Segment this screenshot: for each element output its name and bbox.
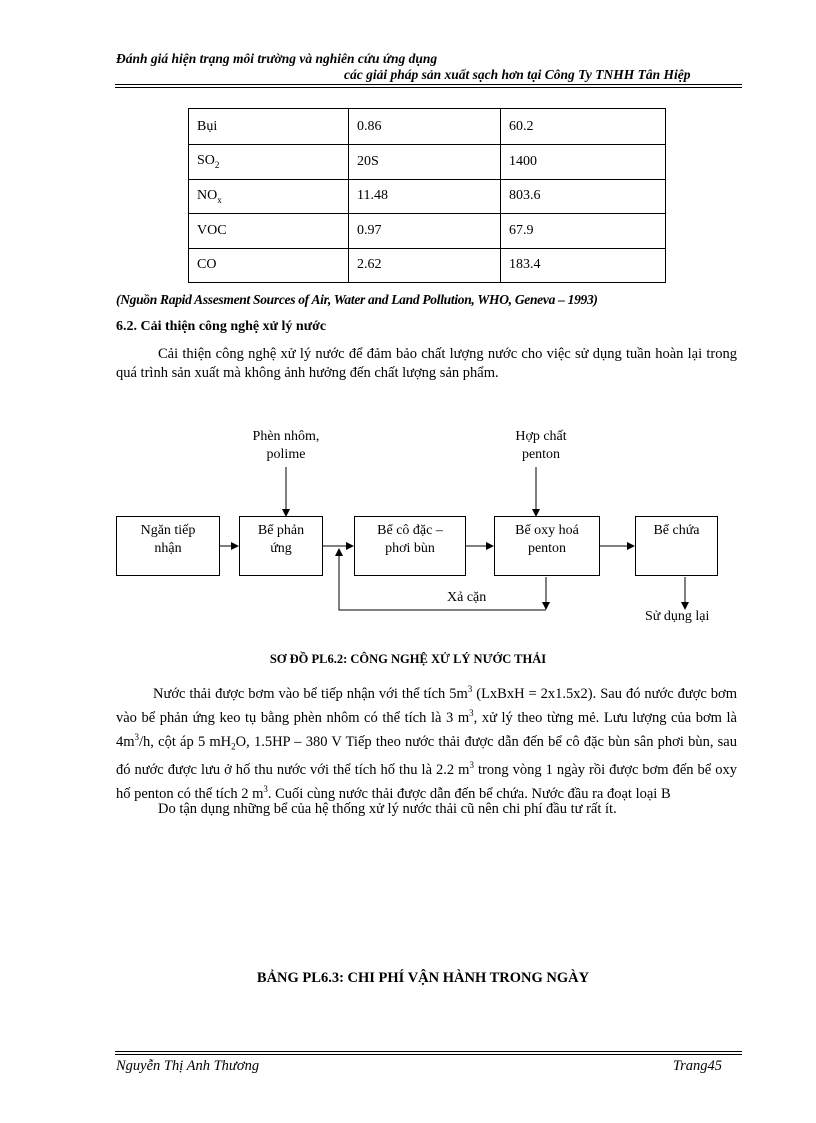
table-cell-pollutant: Bụi	[189, 109, 349, 145]
box-oxidation-tank: Bể oxy hoá penton	[494, 516, 600, 576]
diagram-caption: SƠ ĐỒ PL6.2: CÔNG NGHỆ XỬ LÝ NƯỚC THẢI	[269, 652, 547, 666]
table-cell-value: 67.9	[501, 214, 666, 249]
table-cell-value: 183.4	[501, 248, 666, 283]
footer-author: Nguyễn Thị Anh Thương	[116, 1058, 260, 1074]
penton-input-label: Hợp chất penton	[515, 429, 567, 462]
table-cell-value: 1400	[501, 145, 666, 180]
table-cell-value: 2.62	[349, 248, 501, 283]
table-cell-value: 20S	[349, 145, 501, 180]
process-paragraph: Nước thải được bơm vào bể tiếp nhận với thể tích $5m^3$ (LxBxH = 2x1.5x2). Sau đó nước được bơm vào bể phản ứng keo tụ bằng phèn nhôm có thể tích là 3 $m^3$, xử lý theo từng mẻ. Lưu lượng của bơm là $4m^3/h$, cột áp 5 $mH_2O$, 1.5HP – 380 V Tiếp theo nước thải được dẫn đến bể cô đặc bùn sân phơi bùn, sau đó nước được lưu ở hố thu nước với thể tích hố thu là 2.2 $m^3$ trong vòng 1 ngày rồi được bơm đến bể oxy hố penton có thể tích 2 $m^3$. Cuối cùng nước thải được dẫn đến bể chứa. Nước đầu ra đoạt loại B	[116, 684, 737, 803]
header-title-line2: các giải pháp sản xuất sạch hơn tại Công Ty TNHH Tân Hiệp	[344, 67, 691, 82]
table-title: BẢNG PL6.3: CHI PHÍ VẬN HÀNH TRONG NGÀY	[256, 970, 590, 986]
box-thickening-tank: Bể cô đặc – phơi bùn	[354, 516, 466, 576]
section-title: 6.2. Cải thiện công nghệ xử lý nước	[116, 319, 327, 334]
reuse-label: Sử dụng lại	[645, 609, 710, 624]
box-storage-tank: Bể chứa	[635, 516, 718, 576]
box-reaction-tank: Bể phản ứng	[239, 516, 323, 576]
table-cell-value: 60.2	[501, 109, 666, 145]
page-number: Trang45	[672, 1058, 722, 1074]
table-cell-pollutant: $SO_2$	[189, 145, 349, 180]
table-cell-pollutant: VOC	[189, 214, 349, 249]
intro-paragraph: Cải thiện công nghệ xử lý nước để đảm bảo chất lượng nước cho việc sử dụng tuần hoàn lại trong quá trình sản xuất mà không ảnh hưởng đến chất lượng sản phẩm.	[116, 346, 737, 381]
table-cell-pollutant: CO	[189, 248, 349, 283]
cost-paragraph: Do tận dụng những bể của hệ thống xử lý nước thải cũ nên chi phí đầu tư rất ít.	[158, 801, 617, 817]
chemical-input-label: Phèn nhôm, polime	[252, 429, 320, 462]
source-note: (Nguồn Rapid Assesment Sources of Air, Water and Land Pollution, WHO, Geneva – 1993)	[116, 292, 598, 307]
table-cell-value: 0.97	[349, 214, 501, 249]
header-title-line1: Đánh giá hiện trạng môi trường và nghiên cứu ứng dụng	[116, 51, 438, 66]
sludge-label: Xả cặn	[447, 590, 487, 605]
table-cell-value: 0.86	[349, 109, 501, 145]
table-cell-pollutant: $NO_x$	[189, 179, 349, 214]
table-cell-value: 11.48	[349, 179, 501, 214]
box-receiving-tank: Ngăn tiếp nhận	[116, 516, 220, 576]
footer-rule-top	[115, 1051, 742, 1052]
table-cell-value: 803.6	[501, 179, 666, 214]
footer-rule-bottom	[115, 1054, 742, 1055]
